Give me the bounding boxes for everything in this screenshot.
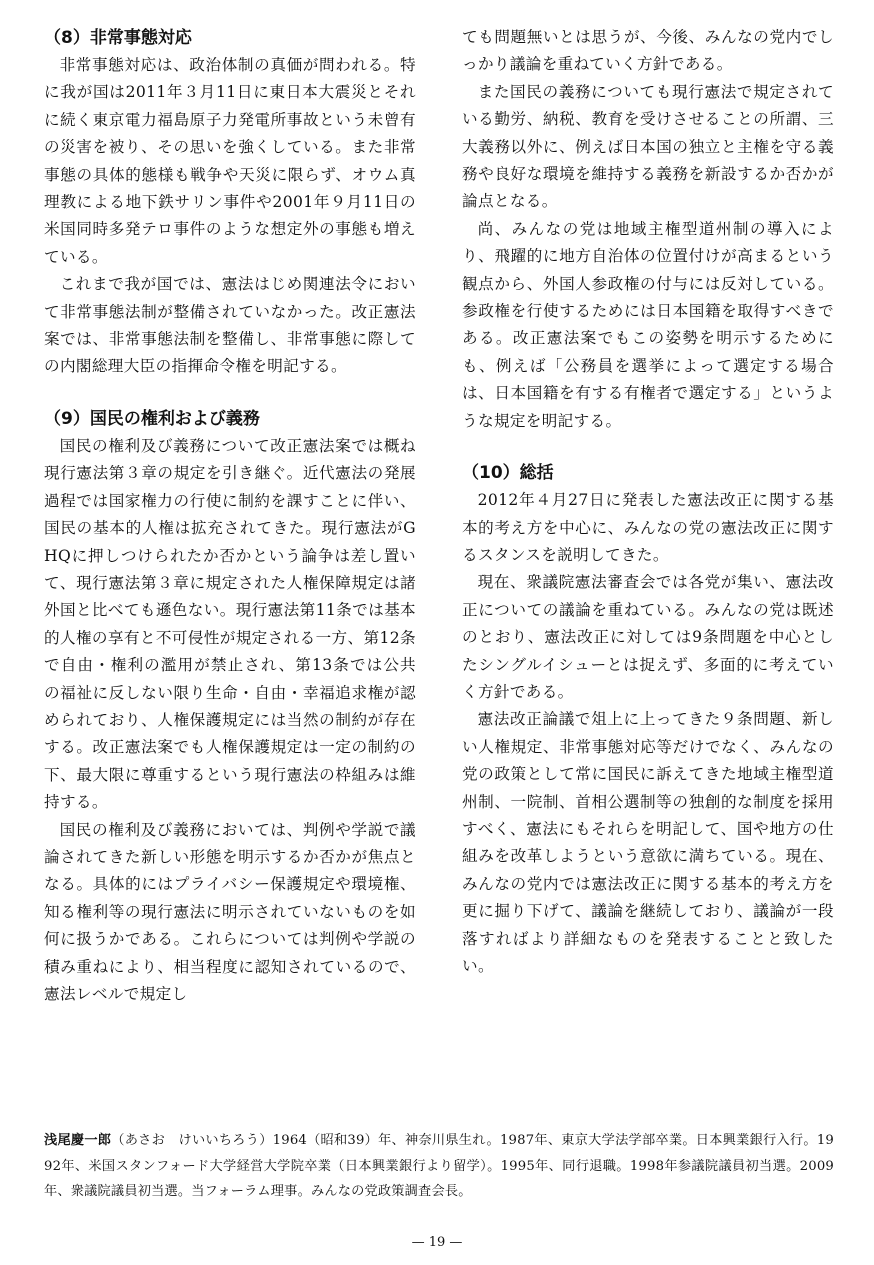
section-10-paragraph-3: 憲法改正論議で俎上に上ってきた９条問題、新しい人権規定、非常事態対応等だけでなく、みんなの党の政策として常に国民に訴えてきた地域主権型道州制、一院制、首相公選制等の独創的な制度を採用すべく、憲法にもそれらを明記して、国や地方の仕組みを改革しようという意欲に満ちている。現在、みんなの党内では憲法改正に関する基本的考え方を更に掘り下げて、議論を継続しており、議論が一段落すればより詳細なものを発表することと致したい。 [462,710,834,975]
section-9-paragraph-4: 尚、みんなの党は地域主権型道州制の導入により、飛躍的に地方自治体の位置付けが高まるという観点から、外国人参政権の付与には反対している。参政権を行使するためには日本国籍を取得すべきである。改正憲法案でもこの姿勢を明示するためにも、例えば「公務員を選挙によって選定する場合は、日本国籍を有する有権者で選定する」というような規定を明記する。 [462,219,834,430]
author-bio [44,1128,834,1205]
right-column [462,24,834,980]
section-10-paragraph-2: 現在、衆議院憲法審査会では各党が集い、憲法改正についての議論を重ねている。みんなの党は既述のとおり、憲法改正に対しては9条問題を中心としたシングルイシューとは捉えず、多面的に考えていく方針である。 [462,573,834,701]
section-spacer [44,381,416,405]
section-spacer [462,435,834,459]
section-8-paragraph-1: 非常事態対応は、政治体制の真価が問われる。特に我が国は2011年３月11日に東日本大震災とそれに続く東京電力福島原子力発電所事故という未曾有の災害を被り、その思いを強くしている。また非常事態の具体的態様も戦争や天災に限らず、オウム真理教による地下鉄サリン事件や2001年９月11日の米国同時多発テロ事件のような想定外の事態も増えている。 [44,56,416,266]
left-column [44,24,416,1008]
section-9-heading: （9）国民の権利および義務 [44,408,260,429]
section-8-heading: （8）非常事態対応 [44,28,192,48]
section-10-heading: （10）総括 [462,463,554,484]
section-9-paragraph-3: また国民の義務についても現行憲法で規定されている勤労、納税、教育を受けさせることの所謂、三大義務以外に、例えば日本国の独立と主権を守る義務や良好な環境を維持する義務を新設するか否かが論点となる。 [462,82,834,211]
author-bio-text: （あさお けいいちろう）1964（昭和39）年、神奈川県生れ。1987年、東京大学法学部卒業。日本興業銀行入行。1992年、米国スタンフォード大学経営大学院卒業（日本興業銀行より留学）。1995年、同行退職。1998年参議院議員初当選。2009年、衆議院議員初当選。当フォーラム理事。みんなの党政策調査会長。 [44,1133,834,1199]
section-9-paragraph-1: 国民の権利及び義務について改正憲法案では概ね現行憲法第３章の規定を引き継ぐ。近代憲法の発展過程では国家権力の行使に制約を課すことに伴い、国民の基本的人権は拡充されてきた。現行憲法がGHQに押しつけられたか否かという論争は差し置いて、現行憲法第３章に規定された人権保障規定は諸外国と比べても遜色ない。現行憲法第11条では基本的人権の享有と不可侵性が規定される一方、第12条で自由・権利の濫用が禁止され、第13条では公共の福祉に反しない限り生命・自由・幸福追求権が認められており、人権保護規定には当然の制約が存在する。改正憲法案でも人権保護規定は一定の制約の下、最大限に尊重するという現行憲法の枠組みは維持する。 [44,436,416,812]
author-name: 浅尾慶一郎 [44,1133,112,1148]
section-9-paragraph-2: 国民の権利及び義務においては、判例や学説で議論されてきた新しい形態を明示するか否かが焦点となる。具体的にはプライバシー保護規定や環境権、知る権利等の現行憲法に明示されていないものを如何に扱うかである。これらについては判例や学説の積み重ねにより、相当程度に認知されているので、憲法レベルで規定し [44,820,416,1003]
section-9-continuation: ても問題無いとは思うが、今後、みんなの党内でしっかり議論を重ねていく方針である。 [462,28,834,74]
section-8-paragraph-2: これまで我が国では、憲法はじめ関連法令において非常事態法制が整備されていなかった。改正憲法案では、非常事態法制を整備し、非常事態に際しての内閣総理大臣の指揮命令権を明記する。 [44,275,416,376]
section-10-paragraph-1: 2012年４月27日に発表した憲法改正に関する基本的考え方を中心に、みんなの党の憲法改正に関するスタンスを説明してきた。 [462,491,834,564]
page-number: — 19 — [411,1235,463,1250]
